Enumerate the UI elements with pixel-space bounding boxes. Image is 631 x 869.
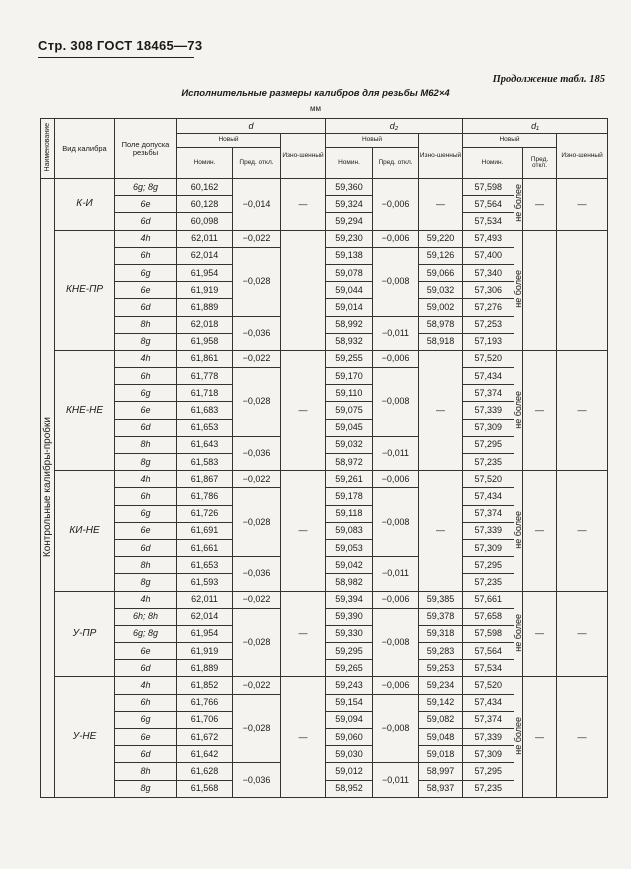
d-nominal: 61,958 xyxy=(177,333,233,350)
tolerance-field: 4h xyxy=(115,471,177,488)
calibre-type: КНЕ-НЕ xyxy=(55,350,115,470)
d2-nominal: 59,042 xyxy=(326,557,373,574)
d2-nominal: 59,230 xyxy=(326,230,373,247)
d-nominal: 61,672 xyxy=(177,729,233,746)
d2-nominal: 59,243 xyxy=(326,677,373,694)
header-pole: Поле допуска резьбы xyxy=(115,119,177,179)
d-nominal: 61,691 xyxy=(177,522,233,539)
page-header xyxy=(38,38,202,53)
d1-nominal: 57,520 xyxy=(463,677,514,694)
d2-deviation: −0,006 xyxy=(373,677,419,694)
tolerance-field: 8h xyxy=(115,316,177,333)
d2-nominal: 59,094 xyxy=(326,711,373,728)
d1-worn: — xyxy=(557,179,608,231)
ne-bolee-cell xyxy=(514,471,523,591)
d-nominal: 61,852 xyxy=(177,677,233,694)
d1-deviation: — xyxy=(523,591,557,677)
table-title: Исполнительные размеры калибров для резьбы М62×4 xyxy=(181,88,450,99)
d1-nominal: 57,658 xyxy=(463,608,514,625)
header-d1-new: Новый xyxy=(463,134,557,148)
d2-deviation: −0,006 xyxy=(373,230,419,247)
d-nominal: 60,098 xyxy=(177,213,233,230)
table-row xyxy=(41,350,608,367)
d2-worn: 59,126 xyxy=(419,247,463,264)
page-header-text: Стр. 308 ГОСТ 18465—73 xyxy=(38,38,203,53)
d2-worn: 59,142 xyxy=(419,694,463,711)
header-d-pred: Пред. откл. xyxy=(233,148,281,179)
header-rule xyxy=(38,57,194,58)
tolerance-field: 8g xyxy=(115,574,177,591)
d2-worn: 59,318 xyxy=(419,625,463,642)
d2-worn: 59,220 xyxy=(419,230,463,247)
d2-nominal: 59,390 xyxy=(326,608,373,625)
d-worn: — xyxy=(281,179,326,231)
d1-worn: — xyxy=(557,591,608,677)
header-d-new: Новый xyxy=(177,134,281,148)
d2-nominal: 59,118 xyxy=(326,505,373,522)
tolerance-field: 6g; 8g xyxy=(115,179,177,196)
d-nominal: 61,867 xyxy=(177,471,233,488)
tolerance-field: 8g xyxy=(115,333,177,350)
d-nominal: 61,593 xyxy=(177,574,233,591)
d2-nominal: 58,952 xyxy=(326,780,373,797)
d2-worn: 59,002 xyxy=(419,299,463,316)
d2-nominal: 59,294 xyxy=(326,213,373,230)
ne-bolee-text: не более xyxy=(512,270,523,309)
header-vid: Вид калибра xyxy=(55,119,115,179)
d1-nominal: 57,598 xyxy=(463,625,514,642)
tolerance-field: 6d xyxy=(115,299,177,316)
d-worn: — xyxy=(281,591,326,677)
d-nominal: 61,661 xyxy=(177,539,233,556)
d1-nominal: 57,564 xyxy=(463,196,514,213)
d1-nominal: 57,235 xyxy=(463,454,514,471)
d2-nominal: 59,330 xyxy=(326,625,373,642)
d2-worn: 58,937 xyxy=(419,780,463,797)
d1-nominal: 57,400 xyxy=(463,247,514,264)
tolerance-field: 6g xyxy=(115,264,177,281)
d-nominal: 62,014 xyxy=(177,247,233,264)
d2-worn: 58,918 xyxy=(419,333,463,350)
d2-worn: 59,234 xyxy=(419,677,463,694)
d2-nominal: 59,044 xyxy=(326,282,373,299)
d1-nominal: 57,235 xyxy=(463,780,514,797)
d1-deviation: — xyxy=(523,677,557,797)
d1-worn xyxy=(557,230,608,350)
ne-bolee-text: не более xyxy=(512,184,523,223)
d1-nominal: 57,564 xyxy=(463,643,514,660)
d-deviation: −0,022 xyxy=(233,677,281,694)
group-label-text: Контрольные калибры-пробки xyxy=(41,416,53,557)
d1-nominal: 57,253 xyxy=(463,316,514,333)
d1-nominal: 57,434 xyxy=(463,694,514,711)
header-d: d xyxy=(177,119,326,134)
d-nominal: 61,954 xyxy=(177,264,233,281)
d2-nominal: 59,078 xyxy=(326,264,373,281)
d1-nominal: 57,295 xyxy=(463,436,514,453)
tolerance-field: 6g; 8g xyxy=(115,625,177,642)
d-deviation: −0,036 xyxy=(233,763,281,797)
tolerance-field: 4h xyxy=(115,230,177,247)
d-worn: — xyxy=(281,350,326,470)
d1-nominal: 57,295 xyxy=(463,763,514,780)
tolerance-field: 6d xyxy=(115,419,177,436)
d-nominal: 61,889 xyxy=(177,299,233,316)
tolerance-field: 4h xyxy=(115,591,177,608)
tolerance-field: 4h xyxy=(115,350,177,367)
ne-bolee-text: не более xyxy=(512,510,523,549)
d1-deviation: — xyxy=(523,471,557,591)
tolerance-field: 6h xyxy=(115,488,177,505)
d1-nominal: 57,374 xyxy=(463,385,514,402)
d2-deviation: −0,011 xyxy=(373,557,419,591)
d-deviation: −0,036 xyxy=(233,557,281,591)
d1-nominal: 57,309 xyxy=(463,539,514,556)
d2-worn: 58,978 xyxy=(419,316,463,333)
d2-nominal: 59,265 xyxy=(326,660,373,677)
header-d2-worn: Изно-шенный xyxy=(419,134,463,179)
d1-nominal: 57,493 xyxy=(463,230,514,247)
d-nominal: 61,861 xyxy=(177,350,233,367)
tolerance-field: 6e xyxy=(115,522,177,539)
d1-nominal: 57,295 xyxy=(463,557,514,574)
calibre-type: К-И xyxy=(55,179,115,231)
header-d2-nomin: Номин. xyxy=(326,148,373,179)
d-deviation: −0,022 xyxy=(233,591,281,608)
unit-label: мм xyxy=(310,104,321,113)
d-nominal: 61,642 xyxy=(177,746,233,763)
d1-nominal: 57,434 xyxy=(463,368,514,385)
d-nominal: 60,162 xyxy=(177,179,233,196)
tolerance-field: 6e xyxy=(115,196,177,213)
d-nominal: 61,766 xyxy=(177,694,233,711)
d2-worn: 59,253 xyxy=(419,660,463,677)
d-deviation: −0,022 xyxy=(233,471,281,488)
d2-worn: 59,018 xyxy=(419,746,463,763)
d2-worn: — xyxy=(419,179,463,231)
tolerance-field: 6d xyxy=(115,539,177,556)
tolerance-field: 6e xyxy=(115,282,177,299)
d-nominal: 61,726 xyxy=(177,505,233,522)
d-nominal: 61,643 xyxy=(177,436,233,453)
d-nominal: 61,568 xyxy=(177,780,233,797)
d2-nominal: 59,110 xyxy=(326,385,373,402)
d1-nominal: 57,276 xyxy=(463,299,514,316)
d1-nominal: 57,598 xyxy=(463,179,514,196)
d-deviation: −0,028 xyxy=(233,247,281,316)
d-deviation: −0,028 xyxy=(233,694,281,763)
d2-nominal: 59,360 xyxy=(326,179,373,196)
d2-nominal: 59,324 xyxy=(326,196,373,213)
header-d1-nomin: Номин. xyxy=(463,148,523,179)
calibre-type: У-НЕ xyxy=(55,677,115,797)
d-deviation: −0,014 xyxy=(233,179,281,231)
tolerance-field: 6g xyxy=(115,505,177,522)
d-nominal: 61,583 xyxy=(177,454,233,471)
d2-worn: 59,032 xyxy=(419,282,463,299)
d1-nominal: 57,339 xyxy=(463,522,514,539)
d-nominal: 61,889 xyxy=(177,660,233,677)
d-deviation: −0,022 xyxy=(233,350,281,367)
d2-nominal: 59,083 xyxy=(326,522,373,539)
d2-deviation: −0,011 xyxy=(373,763,419,797)
d1-nominal: 57,340 xyxy=(463,264,514,281)
d2-worn: 59,378 xyxy=(419,608,463,625)
d2-worn: 59,082 xyxy=(419,711,463,728)
d1-nominal: 57,235 xyxy=(463,574,514,591)
tolerance-field: 6h xyxy=(115,694,177,711)
tolerance-field: 6e xyxy=(115,402,177,419)
tolerance-field: 8h xyxy=(115,763,177,780)
d-nominal: 62,011 xyxy=(177,591,233,608)
d-nominal: 61,786 xyxy=(177,488,233,505)
d2-worn: 59,048 xyxy=(419,729,463,746)
d1-nominal: 57,309 xyxy=(463,419,514,436)
ne-bolee-cell xyxy=(514,591,523,677)
d-worn: — xyxy=(281,471,326,591)
d-nominal: 61,919 xyxy=(177,643,233,660)
d2-nominal: 59,178 xyxy=(326,488,373,505)
table-row xyxy=(41,230,608,247)
d-nominal: 62,014 xyxy=(177,608,233,625)
d2-nominal: 59,170 xyxy=(326,368,373,385)
d1-nominal: 57,661 xyxy=(463,591,514,608)
d2-nominal: 59,012 xyxy=(326,763,373,780)
d1-deviation xyxy=(523,230,557,350)
calibre-type: У-ПР xyxy=(55,591,115,677)
d-nominal: 61,653 xyxy=(177,557,233,574)
header-d-nomin: Номин. xyxy=(177,148,233,179)
d-nominal: 62,011 xyxy=(177,230,233,247)
d2-nominal: 59,075 xyxy=(326,402,373,419)
d1-nominal: 57,374 xyxy=(463,505,514,522)
d2-worn: 58,997 xyxy=(419,763,463,780)
d2-deviation: −0,008 xyxy=(373,247,419,316)
d-nominal: 61,718 xyxy=(177,385,233,402)
tolerance-field: 6h xyxy=(115,247,177,264)
d2-nominal: 59,394 xyxy=(326,591,373,608)
d2-nominal: 59,032 xyxy=(326,436,373,453)
d2-deviation: −0,008 xyxy=(373,368,419,437)
table-body xyxy=(41,179,608,798)
d-nominal: 61,778 xyxy=(177,368,233,385)
ne-bolee-text: не более xyxy=(512,717,523,755)
d-nominal: 61,954 xyxy=(177,625,233,642)
d2-nominal: 58,992 xyxy=(326,316,373,333)
d-nominal: 62,018 xyxy=(177,316,233,333)
d1-worn: — xyxy=(557,677,608,797)
d2-deviation: −0,008 xyxy=(373,608,419,677)
d1-worn: — xyxy=(557,350,608,470)
d2-worn: 59,283 xyxy=(419,643,463,660)
d1-nominal: 57,534 xyxy=(463,660,514,677)
tolerance-field: 6e xyxy=(115,729,177,746)
d1-nominal: 57,306 xyxy=(463,282,514,299)
d-nominal: 61,628 xyxy=(177,763,233,780)
d2-nominal: 59,138 xyxy=(326,247,373,264)
tolerance-field: 6e xyxy=(115,643,177,660)
d-worn: — xyxy=(281,677,326,797)
d1-nominal: 57,339 xyxy=(463,402,514,419)
tolerance-field: 6g xyxy=(115,385,177,402)
d-deviation: −0,028 xyxy=(233,608,281,677)
header-d1: d₁ xyxy=(463,119,608,134)
header-d2-pred: Пред. откл. xyxy=(373,148,419,179)
ne-bolee-text: не более xyxy=(512,614,523,652)
tolerance-field: 6h xyxy=(115,368,177,385)
table-row xyxy=(41,591,608,608)
ne-bolee-cell xyxy=(514,230,523,350)
tolerance-field: 8g xyxy=(115,454,177,471)
tolerance-field: 8h xyxy=(115,557,177,574)
table-row xyxy=(41,471,608,488)
d-nominal: 60,128 xyxy=(177,196,233,213)
d1-nominal: 57,193 xyxy=(463,333,514,350)
ne-bolee-cell xyxy=(514,677,523,797)
ne-bolee-cell xyxy=(514,350,523,470)
d2-deviation: −0,006 xyxy=(373,471,419,488)
tolerance-field: 6d xyxy=(115,660,177,677)
d-worn xyxy=(281,230,326,350)
d2-nominal: 59,060 xyxy=(326,729,373,746)
group-label xyxy=(41,179,55,798)
header-d2-new: Новый xyxy=(326,134,419,148)
d1-nominal: 57,534 xyxy=(463,213,514,230)
header-d1-worn: Изно-шенный xyxy=(557,134,608,179)
d2-deviation: −0,006 xyxy=(373,179,419,231)
table-row xyxy=(41,179,608,196)
d-deviation: −0,036 xyxy=(233,316,281,350)
d-deviation: −0,022 xyxy=(233,230,281,247)
tolerance-field: 8g xyxy=(115,780,177,797)
header-d2: d₂ xyxy=(326,119,463,134)
tolerance-field: 4h xyxy=(115,677,177,694)
header-d1-pred: Пред. откл. xyxy=(523,148,557,179)
calibre-type: КИ-НЕ xyxy=(55,471,115,591)
d2-nominal: 59,045 xyxy=(326,419,373,436)
d2-nominal: 59,030 xyxy=(326,746,373,763)
tolerance-field: 8h xyxy=(115,436,177,453)
d2-deviation: −0,011 xyxy=(373,316,419,350)
d2-deviation: −0,006 xyxy=(373,591,419,608)
d1-deviation: — xyxy=(523,350,557,470)
d2-worn: — xyxy=(419,471,463,591)
d1-nominal: 57,309 xyxy=(463,746,514,763)
ne-bolee-cell xyxy=(514,179,523,231)
d2-worn: 59,385 xyxy=(419,591,463,608)
d2-nominal: 59,261 xyxy=(326,471,373,488)
d-nominal: 61,653 xyxy=(177,419,233,436)
d2-nominal: 59,014 xyxy=(326,299,373,316)
tolerance-field: 6g xyxy=(115,711,177,728)
header-naim-text: Наименование xyxy=(44,122,51,172)
d2-nominal: 59,295 xyxy=(326,643,373,660)
d1-nominal: 57,339 xyxy=(463,729,514,746)
d2-nominal: 59,053 xyxy=(326,539,373,556)
d2-nominal: 58,982 xyxy=(326,574,373,591)
d1-deviation: — xyxy=(523,179,557,231)
tolerance-field: 6d xyxy=(115,213,177,230)
d2-deviation: −0,008 xyxy=(373,488,419,557)
d1-worn: — xyxy=(557,471,608,591)
d-nominal: 61,919 xyxy=(177,282,233,299)
d-nominal: 61,706 xyxy=(177,711,233,728)
d2-deviation: −0,011 xyxy=(373,436,419,470)
tolerance-field: 6d xyxy=(115,746,177,763)
header-d-worn: Изно-шенный xyxy=(281,134,326,179)
tolerance-field: 6h; 8h xyxy=(115,608,177,625)
table-row xyxy=(41,677,608,694)
d2-deviation: −0,008 xyxy=(373,694,419,763)
d2-nominal: 58,932 xyxy=(326,333,373,350)
d1-nominal: 57,374 xyxy=(463,711,514,728)
calibre-table xyxy=(40,118,608,798)
d2-worn: — xyxy=(419,350,463,470)
d2-worn: 59,066 xyxy=(419,264,463,281)
d2-nominal: 58,972 xyxy=(326,454,373,471)
d2-nominal: 59,255 xyxy=(326,350,373,367)
d2-deviation: −0,006 xyxy=(373,350,419,367)
calibre-type: КНЕ-ПР xyxy=(55,230,115,350)
d-nominal: 61,683 xyxy=(177,402,233,419)
ne-bolee-text: не более xyxy=(512,390,523,429)
d1-nominal: 57,520 xyxy=(463,350,514,367)
d1-nominal: 57,434 xyxy=(463,488,514,505)
d-deviation: −0,028 xyxy=(233,488,281,557)
d-deviation: −0,036 xyxy=(233,436,281,470)
table-head xyxy=(41,119,608,179)
header-naim xyxy=(41,119,55,179)
d2-nominal: 59,154 xyxy=(326,694,373,711)
d-deviation: −0,028 xyxy=(233,368,281,437)
d1-nominal: 57,520 xyxy=(463,471,514,488)
continuation-note: Продолжение табл. 185 xyxy=(492,74,605,85)
